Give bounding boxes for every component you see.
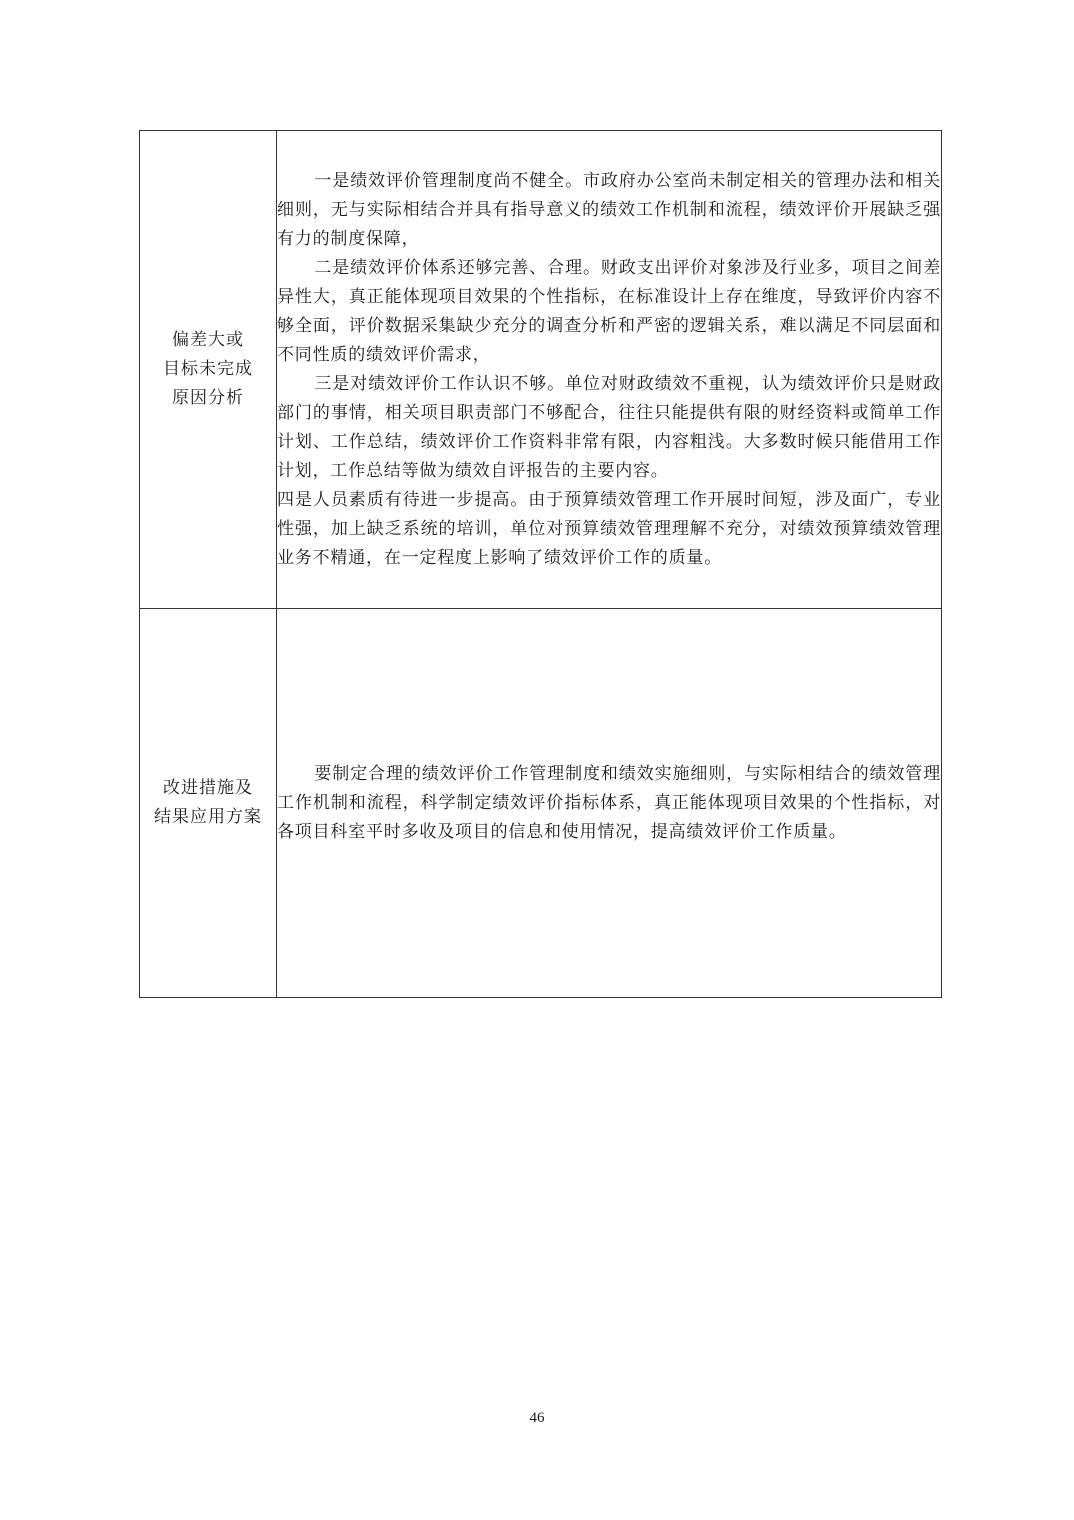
label-line: 结果应用方案 — [154, 807, 262, 827]
page-number: 46 — [529, 1410, 545, 1426]
paragraph: 要制定合理的绩效评价工作管理制度和绩效实施细则，与实际相结合的绩效管理工作机制和流程，科学制定绩效评价指标体系，真正能体现项目效果的个性指标，对各项目科室平时多收及项目的信息和使用情况，提高绩效评价工作质量。 — [277, 763, 941, 842]
row-content-deviation-analysis — [277, 131, 942, 609]
paragraph: 四是人员素质有待进一步提高。由于预算绩效管理工作开展时间短，涉及面广，专业性强，加上缺乏系统的培训，单位对预算绩效管理理解不充分，对绩效预算绩效管理业务不精通，在一定程度上影响了绩效评价工作的质量。 — [277, 489, 941, 568]
report-table — [139, 130, 942, 998]
label-line: 原因分析 — [172, 388, 244, 408]
label-line: 偏差大或 — [172, 330, 244, 350]
table-row-improvement-plan — [140, 609, 942, 998]
paragraph: 三是对绩效评价工作认识不够。单位对财政绩效不重视，认为绩效评价只是财政部门的事情，相关项目职责部门不够配合，往往只能提供有限的财经资料或简单工作计划、工作总结，绩效评价工作资料非常有限，内容粗浅。大多数时候只能借用工作计划，工作总结等做为绩效自评报告的主要内容。 — [277, 373, 941, 481]
label-line: 改进措施及 — [163, 778, 253, 798]
row-label-deviation-analysis — [140, 131, 277, 609]
label-line: 目标未完成 — [163, 359, 253, 379]
table-row-deviation-analysis — [140, 131, 942, 609]
paragraph: 一是绩效评价管理制度尚不健全。市政府办公室尚未制定相关的管理办法和相关细则，无与实际相结合并具有指导意义的绩效工作机制和流程，绩效评价开展缺乏强有力的制度保障， — [277, 170, 941, 249]
row-content-improvement-plan — [277, 609, 942, 998]
paragraph: 二是绩效评价体系还够完善、合理。财政支出评价对象涉及行业多，项目之间差异性大，真正能体现项目效果的个性指标，在标准设计上存在维度，导致评价内容不够全面，评价数据采集缺少充分的调查分析和严密的逻辑关系，难以满足不同层面和不同性质的绩效评价需求， — [277, 257, 941, 365]
row-label-improvement-plan — [140, 609, 277, 998]
